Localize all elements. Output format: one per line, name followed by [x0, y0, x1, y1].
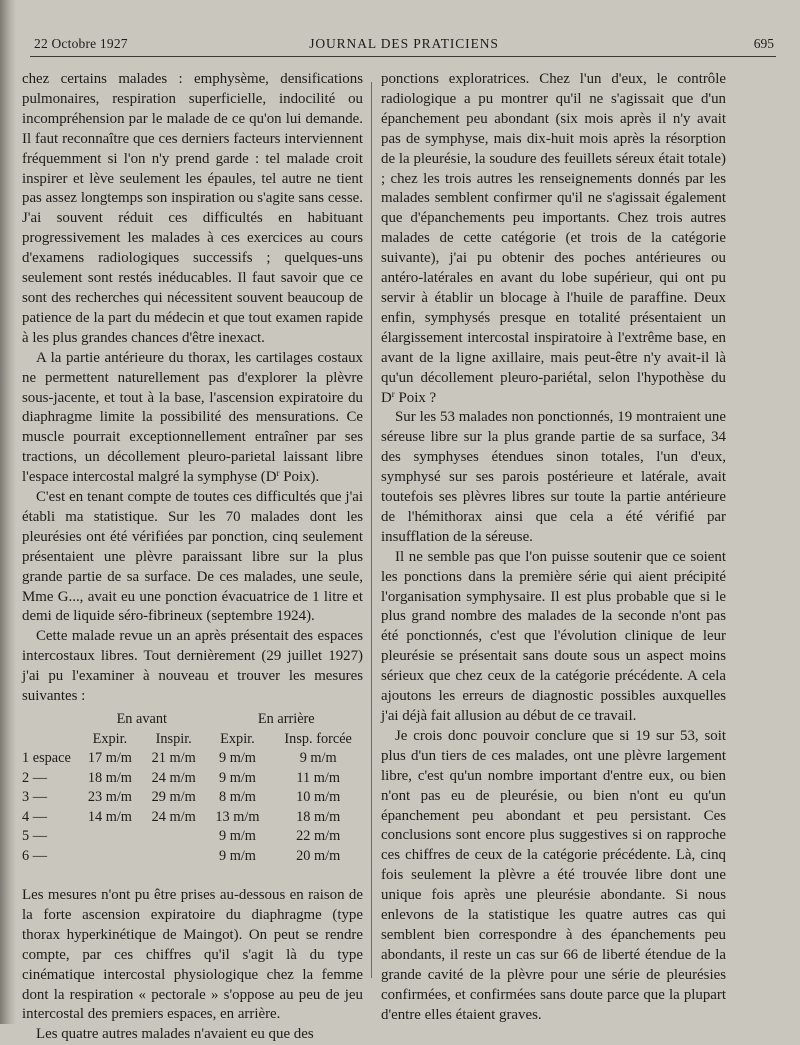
group-header-front: En avant	[116, 711, 167, 727]
paragraph	[381, 70, 726, 408]
table-cell: 20 m/m	[296, 847, 341, 864]
table-cell: 22 m/m	[296, 828, 341, 844]
group-header-back: En arrière	[257, 711, 315, 727]
paragraph: Je crois donc pouvoir conclure que si 19 sur 53, soit plus d'un tiers de ces malades, ont une plèvre largement libre, c'est qu'un nombre important d'entre eux, ou bien n'ont pas eu de pleurésie, ou bien n'ont eu qu'un épanchement peu abondant et peu persistant. Ces conclusions sont encore plus suggestives si on rapproche ces chiffres de ceux de la catégorie précédente. Là, cinq fois seulement la plèvre a été trouvée libre dont une unique fois après une pleurésie abondante. Si nous enlevons de la statistique les quatre autres cas qui semblent bien correspondre à des épanchements peu abondants, il reste un cas sur 66 de liberté étendue de la grande cavité de la plèvre pour une série de pleurésies confirmées, et confirmées sans doute parce que la plupart d'entre elles étaient graves.	[381, 727, 726, 1023]
column-header: Expir.	[220, 730, 255, 747]
table-cell	[78, 827, 142, 847]
superscript: r	[391, 388, 395, 399]
table-cell: 9 m/m	[299, 750, 337, 766]
header-date: 22 Octobre 1927	[34, 36, 128, 51]
paragraph: chez certains malades : emphysème, densifications pulmonaires, respiration superficielle, indocilité ou incompréhension par le malade de ce qu'on lui demande. Il faut reconnaître que ces derniers facteurs interviennent fréquemment si l'on n'y prend garde : tel malade croit inspirer et lève seulement les épaules, tel autre ne tient pas assez longtemps son inspiration ou s'agite sans cesse. J'ai souvent réduit ces difficultés en habituant progressivement les malades à ces exercices au cours d'examens radiologiques successifs ; quelques-uns seulement sont restés inéducables. Il faut savoir que ce sont des recherches qui nécessitent souvent beaucoup de patience de la part du médecin et que tout examen rapide à les plus grandes chances d'être inexact.	[22, 71, 363, 346]
paragraph	[22, 349, 363, 488]
paragraph: Sur les 53 malades non ponctionnés, 19 montraient une séreuse libre sur la plus grande partie de sa surface, 34 des symphyses étendues sinon totales, l'un d'eux, symphysé sur ses parois postérieure et latérale, avait toutefois ses plèvres libres sur toute la partie antérieure de l'hémithorax ainsi que cela a été vérifié par insufflation de la séreuse.	[381, 409, 726, 545]
page-binding-shadow	[0, 0, 16, 1024]
table-cell: 13 m/m	[215, 808, 260, 825]
paragraph-text: Poix).	[279, 469, 320, 486]
table-cell: 9 m/m	[218, 769, 256, 786]
table-cell	[142, 847, 206, 867]
paragraph-text: ponctions exploratrices. Chez l'un d'eux, le contrôle radiologique a pu montrer qu'il ne s'agissait que d'un épanchement peu abondant (six mois après il n'y avait pas de symphyse, mais dix-huit mois après la résorption de la pleurésie, la soudure des feuillets séreux était totale) ; chez les trois autres les renseignements donnés par les malades semblent confirmer qu'il ne s'agissait également que d'épanchements peu importants. Chez trois autres malades de cette catégorie (et trois de la catégorie suivante), j'ai pu obtenir des poches antérieures ou antéro-latérales en avant du lobe supérieur, qui ont pu servir à établir un blocage à l'huile de paraffine. Deux enfin, symphysés presque en totalité présentaient un élargissement intercostal inspiratoire à l'extrême base, en avant de la ligne axillaire, mais peut-être n'y avait-il là qu'un décollement pleuro-pariétal, selon l'hypothèse du D	[381, 71, 726, 406]
table-sub-header-row	[22, 730, 367, 750]
table-cell: 9 m/m	[218, 847, 256, 864]
table-cell: 23 m/m	[87, 789, 132, 805]
journal-title: JOURNAL DES PRATICIENS	[309, 36, 499, 51]
table-row	[22, 808, 367, 828]
table-cell: 9 m/m	[218, 750, 256, 766]
paragraph: Cette malade revue un an après présentait des espaces intercostaux libres. Tout dernièrement (29 juillet 1927) j'ai pu l'examiner à nouveau et trouver les mesures suivantes :	[22, 628, 363, 705]
table-row	[22, 749, 367, 769]
superscript: r	[276, 468, 280, 479]
row-label: 6 —	[22, 847, 48, 864]
table-row	[22, 847, 367, 867]
left-column	[22, 70, 363, 1043]
table-cell: 11 m/m	[296, 769, 340, 786]
table-cell: 9 m/m	[218, 828, 256, 844]
table-cell	[78, 847, 142, 867]
row-label: 4 —	[22, 808, 48, 825]
row-label: 5 —	[22, 828, 48, 844]
table-row	[22, 788, 367, 808]
header-rule	[30, 56, 776, 57]
table-row	[22, 827, 367, 847]
right-column	[381, 70, 726, 1023]
table-cell: 24 m/m	[151, 808, 196, 825]
row-label: 3 —	[22, 789, 48, 805]
row-label: 2 —	[22, 769, 48, 786]
table-cell: 21 m/m	[151, 750, 196, 766]
table-cell: 10 m/m	[296, 789, 341, 805]
table-cell: 24 m/m	[151, 769, 196, 786]
paragraph-text: A la partie antérieure du thorax, les cartilages costaux ne permettent naturellement pas d'explorer la plèvre sous-jacente, et tout à la base, l'ascension expiratoire du diaphragme limite la possibilité des mensurations. Ce muscle pourrait exceptionnellement entraîner par ses tractions, un décollement pleuro-parietal laissant libre l'espace intercostal malgré la symphyse (D	[22, 349, 363, 486]
table-cell: 18 m/m	[296, 808, 341, 825]
table-cell: 8 m/m	[218, 789, 256, 805]
table-cell: 17 m/m	[87, 750, 132, 766]
paragraph-text: Poix ?	[394, 389, 437, 406]
measurement-table	[22, 710, 367, 866]
table-cell	[142, 827, 206, 847]
paragraph: Il ne semble pas que l'on puisse soutenir que ce soient les ponctions dans la première série qui aient précipité l'organisation symphysaire. Il est plus probable que si le plus grand nombre des malades de la seconde n'ont pas été ponctionnés, c'est que l'évolution clinique de leur pleurésie se présentait sans doute sous un aspect moins sérieux que chez ceux de la catégorie précédente. A cela ajoutons les erreurs de diagnostic possibles auxquelles j'ai déjà fait allusion au début de ce travail.	[381, 548, 726, 724]
paragraph: C'est en tenant compte de toutes ces difficultés que j'ai établi ma statistique. Sur les 70 malades dont les pleurésies ont été vérifiées par ponction, cinq seulement présentaient une plèvre paraissant libre sur la plus grande partie de sa surface. De ces malades, une seule, Mme G..., avait eu une ponction évacuatrice de 1 litre et demi de liquide séro-fibrineux (septembre 1924).	[22, 489, 363, 625]
table-row	[22, 769, 367, 789]
table-cell: 14 m/m	[87, 808, 132, 825]
column-header: Inspir.	[155, 730, 192, 747]
table-cell: 18 m/m	[87, 769, 132, 786]
column-divider	[371, 82, 372, 978]
row-label: 1 espace	[22, 750, 71, 766]
paragraph: Les quatre autres malades n'avaient eu que des	[36, 1026, 314, 1043]
running-header	[34, 36, 774, 54]
table-cell: 29 m/m	[151, 789, 196, 805]
paragraph: Les mesures n'ont pu être prises au-dessous en raison de la forte ascension expiratoire du diaphragme (type thorax hyperkinétique de Maingot). On peut se rendre compte, par ces chiffres qu'il s'agit là du type cinématique intercostal physiologique chez la femme dont la respiration « pectorale » s'oppose au peu de jeu intercostal des premiers espaces, en arrière.	[22, 887, 363, 1023]
column-header: Insp. forcée	[284, 730, 352, 747]
column-header: Expir.	[92, 730, 128, 747]
page-number: 695	[753, 36, 774, 51]
table-group-header-row	[22, 710, 367, 730]
